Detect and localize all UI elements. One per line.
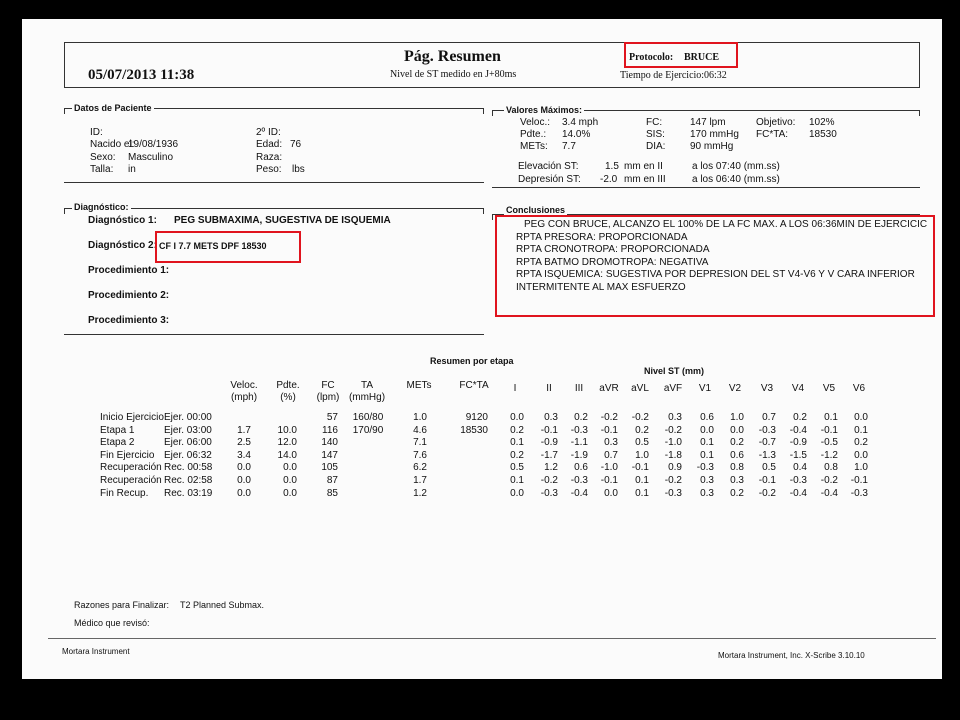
max-fcta-value: 18530	[809, 129, 837, 140]
patient-sex-value: Masculino	[128, 152, 174, 163]
page-title: Pág. Resumen	[404, 48, 501, 65]
cell-st: 1.0	[854, 462, 868, 474]
cell-st: 0.7	[604, 449, 618, 461]
procedure-2-label: Procedimiento 2:	[88, 290, 170, 301]
conclusion-line: RPTA ISQUEMICA: SUGESTIVA POR DEPRESION DEL ST V4-V6 Y V CARA INFERIOR	[516, 269, 915, 280]
protocol-value: BRUCE	[684, 52, 720, 63]
cell-st: 1.2	[544, 462, 558, 474]
cell-st: -0.7	[758, 437, 776, 449]
row-phase: Recuperación	[100, 462, 162, 474]
cell-st: -1.0	[664, 437, 682, 449]
st-depression-label: Depresión ST:	[518, 174, 581, 185]
cell-st: -0.2	[820, 475, 838, 486]
conclusions-section-title: Conclusiones	[506, 205, 566, 215]
cell-st: -0.9	[540, 437, 558, 449]
diagnosis-2-value: CF I 7.7 METS DPF 18530	[159, 241, 267, 251]
max-speed-label: Veloc.:	[520, 117, 551, 128]
cell-st: 0.5	[635, 437, 649, 449]
max-section-tick-right	[919, 110, 920, 116]
cell-st: -0.3	[540, 487, 558, 499]
st-elevation-label: Elevación ST:	[518, 161, 579, 172]
col-header-lead: aVL	[631, 383, 649, 394]
cell-st: 0.8	[824, 462, 838, 474]
max-fc-value: 147 lpm	[690, 117, 726, 128]
max-section-tick	[492, 110, 493, 116]
patient-born-value: 19/08/1936	[128, 139, 179, 150]
cell-st: -0.3	[664, 487, 682, 499]
cell-st: -1.9	[570, 449, 588, 461]
stage-table-title: Resumen por etapa	[430, 356, 514, 366]
cell-st: -0.4	[789, 487, 807, 499]
cell-st: -0.3	[570, 424, 588, 436]
cell-st: -0.1	[540, 424, 558, 436]
max-objective-value: 102%	[809, 117, 835, 128]
cell-st: 0.8	[730, 462, 744, 474]
col-header-lead: V2	[728, 383, 742, 394]
col-header-lead: III	[574, 383, 584, 394]
cell-st: 0.7	[762, 412, 776, 423]
cell-st: 0.9	[668, 462, 682, 474]
max-sis-value: 170 mmHg	[690, 129, 739, 140]
patient-id-label: ID:	[90, 127, 103, 138]
row-phase: Etapa 2	[100, 437, 135, 449]
st-elevation-time: a los 07:40 (mm.ss)	[692, 161, 780, 172]
st-elevation-value: 1.5	[605, 161, 619, 172]
cell-veloc: 0.0	[237, 462, 251, 474]
cell-st: 0.1	[854, 424, 868, 436]
cell-st: 0.0	[604, 487, 618, 499]
cell-st: 0.2	[730, 437, 744, 449]
patient-section-tick	[64, 108, 65, 114]
report-page	[22, 19, 942, 679]
cell-st: 0.2	[635, 424, 649, 436]
cell-mets: 1.2	[413, 487, 427, 499]
protocol-label: Protocolo:	[629, 52, 674, 63]
cell-st: -0.4	[820, 487, 838, 499]
st-level-group-title: Nivel ST (mm)	[644, 366, 705, 376]
cell-st: 0.1	[510, 475, 524, 486]
patient-weight-unit: lbs	[292, 164, 305, 175]
conclusion-line: RPTA PRESORA: PROPORCIONADA	[516, 231, 688, 243]
max-speed-value: 3.4 mph	[562, 117, 599, 128]
cell-st: -0.1	[850, 475, 868, 486]
header-divider	[64, 87, 920, 88]
patient-section-bottom	[64, 182, 484, 183]
cell-st: 0.1	[635, 487, 649, 499]
cell-veloc: 2.5	[237, 437, 251, 449]
header-border-right	[919, 42, 920, 87]
cell-st: -0.9	[789, 437, 807, 449]
diagnosis-section-tick	[64, 208, 65, 214]
col-header-fc-unit: (lpm)	[316, 392, 340, 403]
max-mets-label: METs:	[520, 141, 548, 152]
col-header-lead: II	[546, 383, 552, 394]
max-objective-label: Objetivo:	[756, 117, 796, 128]
cell-st: 1.0	[635, 449, 649, 461]
cell-st: -0.3	[570, 475, 588, 486]
diagnosis-1-value: PEG SUBMAXIMA, SUGESTIVA DE ISQUEMIA	[174, 215, 391, 226]
cell-mets: 6.2	[413, 462, 427, 474]
cell-fcta: 9120	[465, 412, 488, 423]
cell-st: -0.3	[696, 462, 714, 474]
cell-mets: 7.6	[413, 449, 427, 461]
procedure-3-label: Procedimiento 3:	[88, 315, 170, 326]
row-phase: Recuperación	[100, 475, 162, 486]
col-header-ta-unit: (mmHg)	[348, 392, 386, 403]
patient-age-label: Edad:	[256, 139, 283, 150]
diagnosis-section-tick-right	[483, 208, 484, 214]
max-fc-label: FC:	[646, 117, 663, 128]
conclusion-line: PEG CON BRUCE, ALCANZO EL 100% DE LA FC MAX. A LOS 06:36MIN DE EJERCICIC	[524, 219, 928, 230]
cell-fc: 85	[326, 487, 338, 499]
row-stage: Ejer. 06:32	[164, 449, 212, 461]
cell-fcta: 18530	[460, 424, 488, 436]
cell-st: -0.2	[664, 475, 682, 486]
col-header-pdte-unit: (%)	[280, 392, 296, 403]
cell-veloc: 1.7	[237, 424, 251, 436]
patient-race-label: Raza:	[256, 152, 283, 163]
patient-section-title: Datos de Paciente	[74, 103, 152, 113]
max-grade-value: 14.0%	[562, 129, 591, 140]
cell-ta: 160/80	[352, 412, 384, 423]
cell-veloc: 3.4	[237, 449, 251, 461]
diagnosis-section-bottom	[64, 334, 484, 335]
cell-st: 0.0	[510, 412, 524, 423]
cell-st: 0.2	[510, 449, 524, 461]
cell-st: 0.3	[700, 487, 714, 499]
cell-st: -0.4	[570, 487, 588, 499]
cell-st: 0.4	[793, 462, 807, 474]
col-header-lead: V6	[852, 383, 866, 394]
max-sis-label: SIS:	[646, 129, 665, 140]
cell-st: 0.1	[510, 437, 524, 449]
cell-st: -0.5	[820, 437, 838, 449]
end-reasons-value: T2 Planned Submax.	[180, 600, 265, 610]
col-header-ta: TA	[360, 380, 374, 391]
cell-st: -0.1	[631, 462, 649, 474]
row-stage: Rec. 00:58	[164, 462, 213, 474]
row-stage: Rec. 03:19	[164, 487, 213, 499]
physician-label: Médico que revisó:	[74, 618, 150, 628]
patient-weight-label: Peso:	[256, 164, 282, 175]
conclusions-section-tick	[492, 214, 493, 220]
cell-pdte: 0.0	[283, 462, 297, 474]
cell-st: -1.5	[789, 449, 807, 461]
cell-st: 0.3	[604, 437, 618, 449]
cell-pdte: 0.0	[283, 475, 297, 486]
cell-st: 0.1	[700, 437, 714, 449]
cell-st: -0.1	[600, 424, 618, 436]
max-section-bottom	[492, 187, 920, 188]
col-header-veloc: Veloc.	[230, 380, 258, 391]
cell-fc: 57	[326, 412, 338, 423]
cell-st: -0.2	[631, 412, 649, 423]
report-date: 05/07/2013 11:38	[88, 67, 195, 83]
col-header-lead: V5	[822, 383, 836, 394]
cell-st: -1.2	[820, 449, 838, 461]
diagnosis-section-title: Diagnóstico:	[74, 202, 129, 212]
cell-st: -0.4	[789, 424, 807, 436]
cell-st: 0.5	[510, 462, 524, 474]
cell-st: 0.0	[854, 412, 868, 423]
cell-st: -0.3	[850, 487, 868, 499]
conclusion-line: INTERMITENTE AL MAX ESFUERZO	[516, 281, 686, 293]
brand-left: Mortara Instrument	[62, 647, 130, 656]
patient-age-value: 76	[290, 139, 302, 150]
cell-pdte: 14.0	[277, 449, 297, 461]
cell-mets: 1.0	[413, 412, 427, 423]
cell-st: 0.1	[700, 449, 714, 461]
row-phase: Fin Recup.	[100, 487, 149, 499]
cell-st: -0.2	[758, 487, 776, 499]
st-depression-unit: mm en III	[624, 174, 666, 185]
cell-st: 0.0	[510, 487, 524, 499]
max-section-title: Valores Máximos:	[506, 105, 583, 115]
cell-st: 0.6	[730, 449, 744, 461]
max-dia-label: DIA:	[646, 141, 666, 152]
col-header-lead: V4	[791, 383, 805, 394]
cell-fc: 147	[321, 449, 338, 461]
cell-ta: 170/90	[352, 424, 384, 436]
cell-st: 0.6	[700, 412, 714, 423]
col-header-fcta: FC*TA	[459, 380, 489, 391]
footer-rule	[48, 638, 936, 639]
cell-st: -1.7	[540, 449, 558, 461]
diagnosis-2-highlight-box	[155, 231, 301, 263]
cell-st: -0.1	[758, 475, 776, 486]
cell-pdte: 10.0	[277, 424, 297, 436]
cell-st: -0.2	[600, 412, 618, 423]
st-level-note: Nivel de ST medido en J+80ms	[390, 69, 517, 80]
cell-fc: 140	[321, 437, 338, 449]
cell-st: 0.3	[668, 412, 682, 423]
cell-st: 0.1	[635, 475, 649, 486]
row-phase: Etapa 1	[100, 424, 135, 436]
cell-st: 0.1	[824, 412, 838, 423]
cell-st: 0.3	[544, 412, 558, 423]
conclusion-line: RPTA BATMO DROMOTROPA: NEGATIVA	[516, 256, 709, 268]
cell-st: 0.2	[854, 437, 868, 449]
col-header-lead: I	[513, 383, 517, 394]
cell-st: -0.2	[540, 475, 558, 486]
cell-st: -1.8	[664, 449, 682, 461]
protocol-highlight-box	[624, 42, 738, 68]
col-header-lead: aVF	[663, 383, 683, 394]
row-stage: Ejer. 03:00	[164, 424, 212, 436]
col-header-fc: FC	[321, 380, 335, 391]
cell-st: 1.0	[730, 412, 744, 423]
cell-mets: 1.7	[413, 475, 427, 486]
cell-st: -0.1	[600, 475, 618, 486]
cell-st: 0.0	[854, 449, 868, 461]
patient-sex-label: Sexo:	[90, 152, 116, 163]
col-header-mets: METs	[406, 380, 432, 391]
cell-veloc: 0.0	[237, 475, 251, 486]
max-mets-value: 7.7	[562, 141, 576, 152]
cell-st: 0.2	[574, 412, 588, 423]
procedure-1-label: Procedimiento 1:	[88, 265, 170, 276]
brand-right: Mortara Instrument, Inc. X-Scribe 3.10.10	[718, 651, 865, 660]
cell-st: -1.3	[758, 449, 776, 461]
cell-fc: 116	[322, 424, 338, 436]
cell-st: 0.6	[574, 462, 588, 474]
patient-section-tick-right	[483, 108, 484, 114]
exercise-time-value: 06:32	[704, 70, 727, 81]
cell-veloc: 0.0	[237, 487, 251, 499]
patient-height-unit: in	[128, 164, 136, 175]
max-dia-value: 90 mmHg	[690, 141, 734, 152]
patient-height-label: Talla:	[90, 164, 114, 175]
cell-st: 0.0	[700, 424, 714, 436]
patient-id2-label: 2º ID:	[256, 127, 281, 138]
cell-mets: 7.1	[413, 437, 427, 449]
cell-st: -0.1	[820, 424, 838, 436]
cell-pdte: 12.0	[277, 437, 297, 449]
row-stage: Ejer. 06:00	[164, 437, 212, 449]
header-border-top	[64, 42, 920, 43]
cell-fc: 105	[321, 462, 338, 474]
cell-st: -1.0	[600, 462, 618, 474]
end-reasons-label: Razones para Finalizar:	[74, 600, 170, 610]
cell-st: -0.3	[789, 475, 807, 486]
header-border-left	[64, 42, 65, 87]
row-phase: Fin Ejercicio	[100, 449, 155, 461]
cell-st: -0.3	[758, 424, 776, 436]
col-header-lead: aVR	[599, 383, 619, 394]
exercise-time-label: Tiempo de Ejercicio:	[620, 70, 705, 81]
cell-fc: 87	[326, 475, 338, 486]
cell-st: 0.3	[700, 475, 714, 486]
st-depression-value: -2.0	[600, 174, 618, 185]
col-header-pdte: Pdte.	[276, 380, 300, 391]
cell-pdte: 0.0	[283, 487, 297, 499]
diagnosis-1-label: Diagnóstico 1:	[88, 215, 157, 226]
cell-mets: 4.6	[413, 424, 427, 436]
col-header-lead: V3	[760, 383, 774, 394]
row-stage: Rec. 02:58	[164, 475, 213, 486]
cell-st: 0.0	[730, 424, 744, 436]
cell-st: 0.2	[510, 424, 524, 436]
col-header-veloc-unit: (mph)	[230, 392, 258, 403]
st-depression-time: a los 06:40 (mm.ss)	[692, 174, 780, 185]
patient-born-label: Nacido el:	[90, 139, 135, 150]
conclusion-line: RPTA CRONOTROPA: PROPORCIONADA	[516, 244, 710, 255]
cell-st: 0.3	[730, 475, 744, 486]
cell-st: 0.5	[762, 462, 776, 474]
max-fcta-label: FC*TA:	[756, 129, 789, 140]
max-grade-label: Pdte.:	[520, 129, 547, 140]
row-phase: Inicio Ejercicio	[100, 412, 164, 423]
row-stage: Ejer. 00:00	[164, 412, 212, 423]
st-elevation-unit: mm en II	[624, 161, 663, 172]
cell-st: -0.2	[664, 424, 682, 436]
cell-st: 0.2	[730, 487, 744, 499]
cell-st: 0.2	[793, 412, 807, 423]
col-header-lead: V1	[698, 383, 712, 394]
diagnosis-2-label: Diagnóstico 2:	[88, 240, 157, 251]
cell-st: -1.1	[570, 437, 588, 449]
